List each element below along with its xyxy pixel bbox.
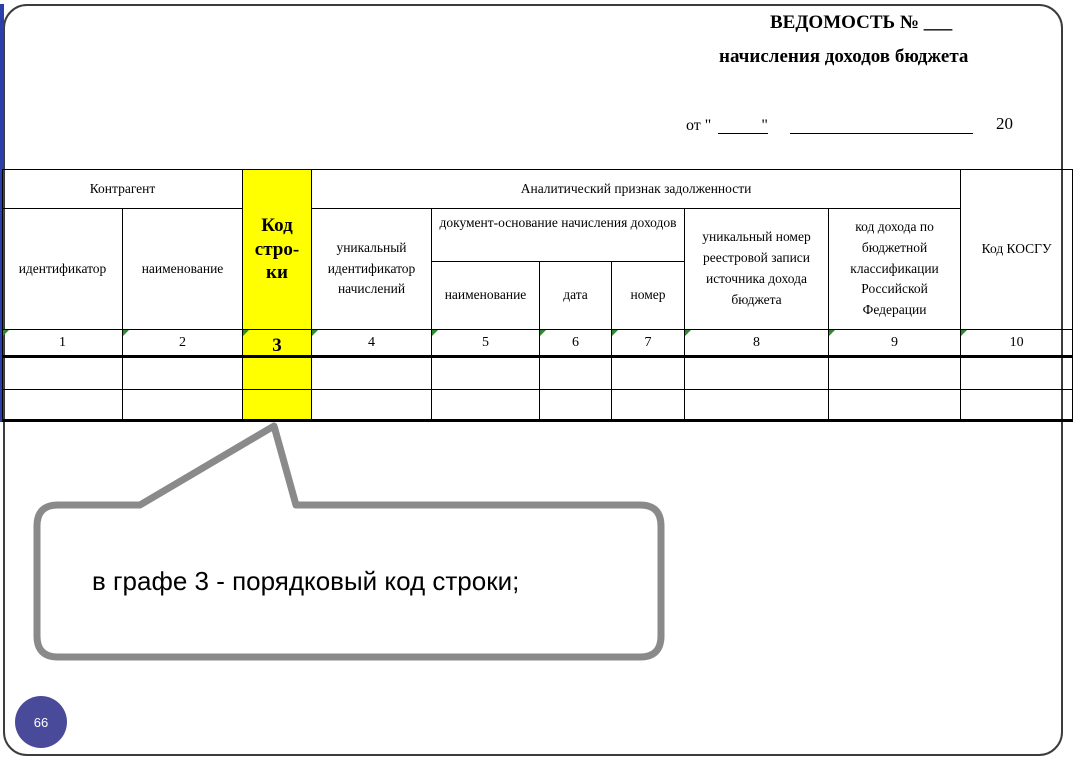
column-number: 9 — [829, 330, 961, 357]
column-number: 8 — [685, 330, 829, 357]
header-registry-number: уникальный номер реестровой записи источника дохода бюджета — [685, 209, 829, 330]
document-subtitle: начисления доходов бюджета — [719, 46, 969, 67]
column-number: 1 — [3, 330, 123, 357]
column-number: 6 — [540, 330, 612, 357]
header-name: наименование — [123, 209, 243, 330]
column-number: 4 — [312, 330, 432, 357]
column-number: 5 — [432, 330, 540, 357]
header-doc-basis: документ-основание начисления доходов — [432, 209, 685, 262]
document-title: ВЕДОМОСТЬ № ___ — [770, 12, 953, 33]
column-number: 2 — [123, 330, 243, 357]
header-kontragent: Контрагент — [3, 170, 243, 209]
header-doc-name: наименование — [432, 262, 540, 330]
page-number-badge: 66 — [15, 696, 67, 748]
header-unique-id: уникальный идентификатор начислений — [312, 209, 432, 330]
date-prefix: от " — [686, 117, 712, 134]
date-year: 20 — [996, 114, 1013, 133]
header-doc-number: номер — [612, 262, 685, 330]
header-income-code: код дохода по бюджетной классификации Российской Федерации — [829, 209, 961, 330]
column-number: 7 — [612, 330, 685, 357]
header-doc-date: дата — [540, 262, 612, 330]
column-number: 10 — [961, 330, 1073, 357]
callout-shape — [37, 426, 661, 657]
header-kod-stroki: Код стро- ки — [243, 170, 312, 330]
header-identifier: идентификатор — [3, 209, 123, 330]
header-analytic: Аналитический признак задолженности — [312, 170, 961, 209]
callout-text: в графе 3 - порядковый код строки; — [92, 566, 520, 596]
header-kod-kosgu: Код КОСГУ — [961, 170, 1073, 330]
date-quote: " — [761, 117, 768, 134]
column-number: 3 — [243, 330, 312, 357]
